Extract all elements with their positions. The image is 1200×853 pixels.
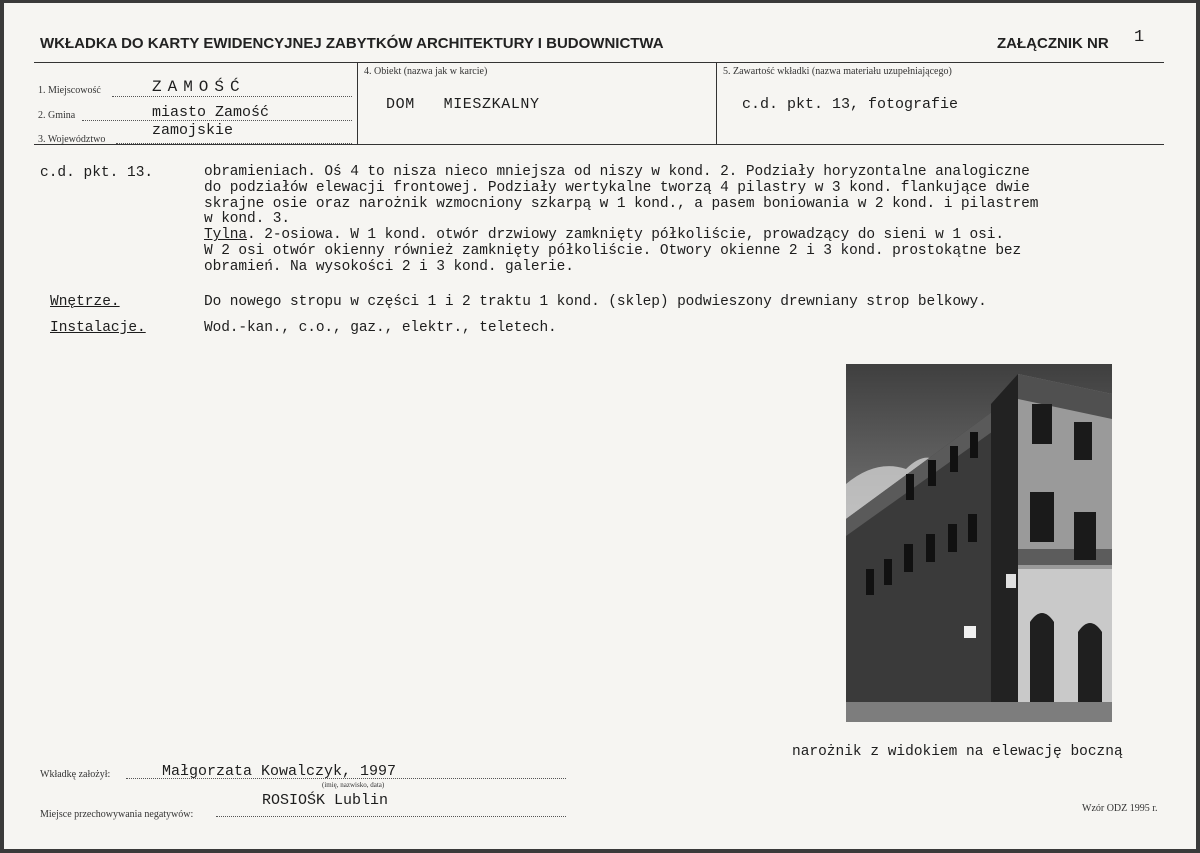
description-line-3: skrajne osie oraz narożnik wzmocniony szkarpą w 1 kond., a pasem boniowania w 2 kond. i pilastrem	[204, 195, 1039, 212]
interior-text: Do nowego stropu w części 1 i 2 traktu 1 kond. (sklep) podwieszony drewniany strop belkowy.	[204, 294, 987, 310]
description-line-2: do podziałów elewacji frontowej. Podziały wertykalne tworzą 4 pilastry w 3 kond. flankujące dwie	[204, 179, 1030, 196]
voivodeship-dots	[116, 143, 352, 144]
header-top-rule	[34, 62, 1164, 63]
locality-dots	[112, 96, 352, 97]
rear-elevation-label: Tylna	[204, 227, 248, 244]
interior-label: Wnętrze.	[50, 294, 120, 310]
negatives-location-label: Miejsce przechowywania negatywów:	[40, 809, 194, 820]
header-divider-2	[716, 62, 717, 145]
form-model: Wzór ODZ 1995 r.	[1082, 803, 1158, 814]
annex-label: ZAŁĄCZNIK NR	[997, 35, 1109, 52]
installations-label: Instalacje.	[50, 320, 146, 336]
section-reference: c.d. pkt. 13.	[40, 165, 154, 181]
voivodeship-value: zamojskie	[152, 122, 234, 139]
negatives-location-value: ROSIOŚK Lublin	[262, 792, 389, 809]
negatives-location-dots	[216, 816, 566, 817]
object-label: 4. Obiekt (nazwa jak w karcie)	[364, 66, 488, 77]
locality-value: ZAMOŚĆ	[152, 78, 246, 96]
description-text	[204, 165, 1038, 276]
locality-label: 1. Miejscowość	[38, 85, 101, 96]
photo-caption: narożnik z widokiem na elewację boczną	[792, 744, 1123, 760]
annex-number: 1	[1134, 28, 1145, 47]
description-line-5: . 2-osiowa. W 1 kond. otwór drzwiowy zamknięty półkoliście, prowadzący do sieni w 1 osi.	[247, 227, 1004, 244]
commune-label: 2. Gmina	[38, 110, 76, 121]
description-line-6: W 2 osi otwór okienny również zamknięty półkoliście. Otwory okienne 2 i 3 kond. prostokątne bez	[204, 242, 1022, 259]
commune-value: miasto Zamość	[152, 104, 270, 121]
header-divider-1	[357, 62, 358, 145]
insert-content-value: c.d. pkt. 13, fotografie	[742, 96, 959, 113]
installations-text: Wod.-kan., c.o., gaz., elektr., teletech.	[204, 320, 557, 336]
description-line-1: obramieniach. Oś 4 to nisza nieco mniejsza od niszy w kond. 2. Podziały horyzontalne analogiczne	[204, 164, 1030, 180]
created-by-hint: (imię, nazwisko, data)	[322, 781, 385, 789]
card-title: WKŁADKA DO KARTY EWIDENCYJNEJ ZABYTKÓW ARCHITEKTURY I BUDOWNICTWA	[40, 35, 664, 52]
header-bottom-rule	[34, 144, 1164, 145]
voivodeship-label: 3. Województwo	[38, 134, 106, 145]
record-card	[4, 3, 1196, 849]
description-line-4: w kond. 3.	[204, 211, 291, 228]
created-by-value: Małgorzata Kowalczyk, 1997	[162, 763, 397, 780]
building-photo-image	[846, 364, 1112, 722]
object-value: DOM MIESZKALNY	[386, 96, 540, 113]
description-line-7: obramień. Na wysokości 2 i 3 kond. galerie.	[204, 258, 574, 275]
created-by-label: Wkładkę założył:	[40, 769, 111, 780]
insert-content-label: 5. Zawartość wkładki (nazwa materiału uzupełniającego)	[723, 66, 952, 77]
building-photograph	[846, 364, 1112, 722]
